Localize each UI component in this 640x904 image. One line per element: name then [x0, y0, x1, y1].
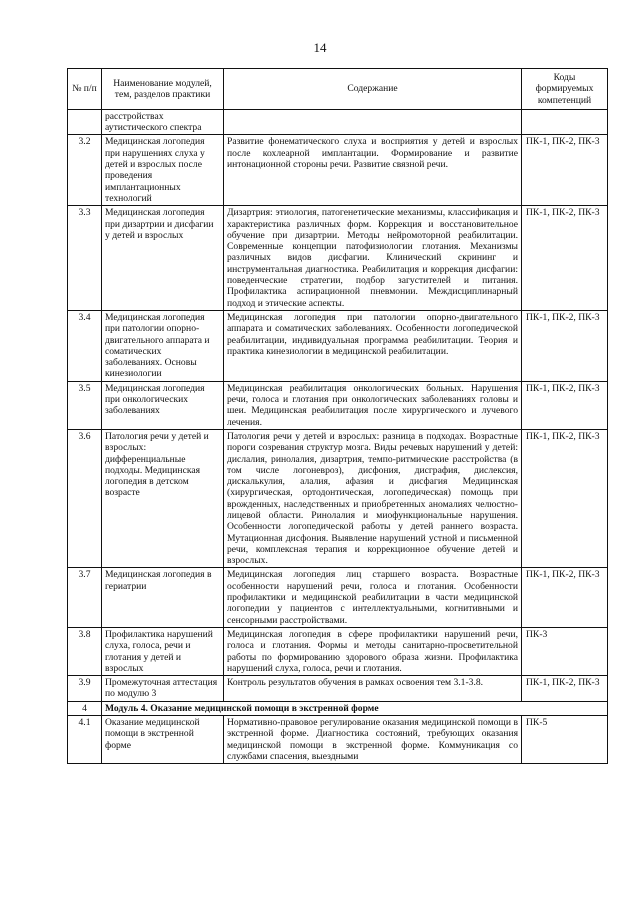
table-row [68, 716, 608, 764]
row-codes: ПК-1, ПК-2, ПК-3 [522, 206, 608, 311]
row-name: Медицинская логопедия при онкологических заболеваниях [102, 381, 224, 429]
table-header-row [68, 69, 608, 110]
header-content: Содержание [224, 69, 522, 110]
row-content: Медицинская реабилитация онкологических больных. Нарушения речи, голоса и глотания при онкологических заболеваниях головы и шеи. Медицинская реабилитация после хирургического и лучевого лечения. [224, 381, 522, 429]
row-content: Медицинская логопедия в сфере профилактики нарушений речи, голоса и глотания. Формы и методы санитарно-просветительной работы по формированию здорового образа жизни. Профилактика нарушений слуха, голоса, речи и глотания. [224, 627, 522, 675]
header-name: Наименование модулей, тем, разделов практики [102, 69, 224, 110]
row-codes: ПК-1, ПК-2, ПК-3 [522, 381, 608, 429]
page-number: 14 [313, 40, 327, 55]
row-name: расстройствах аутистического спектра [102, 109, 224, 135]
row-codes: ПК-1, ПК-2, ПК-3 [522, 568, 608, 627]
row-number: 4.1 [68, 716, 102, 764]
module-title: Модуль 4. Оказание медицинской помощи в экстренной форме [102, 701, 608, 715]
table-row [68, 627, 608, 675]
row-number: 3.3 [68, 206, 102, 311]
row-codes: ПК-1, ПК-2, ПК-3 [522, 135, 608, 206]
row-content: Патология речи у детей и взрослых: разница в подходах. Возрастные пороги созревания структур мозга. Виды речевых нарушений у детей: дислалия, ринолалия, дизартрия, темпо-ритмические расстройства (в том числе логоневроз), дисфония, дисграфия, дислексия, дискалькулия, алалия, афазия и дисфагия Медицинская (хирургическая, ортодонтическая, логопедическая) помощь при врожденных, наследственных и приобретенных аномалиях челюстно-лицевой области. Ринолалия и миофункциональные нарушения. Особенности логопедической работы у детей раннего возраста. Мутационная дисфония. Выявление нарушений устной и письменной речи, комплексная терапия и коррекционное обучение детей и взрослых. [224, 429, 522, 568]
table-row [68, 109, 608, 135]
row-number: 3.7 [68, 568, 102, 627]
row-name: Медицинская логопедия при дизартрии и дисфагии у детей и взрослых [102, 206, 224, 311]
row-number: 3.5 [68, 381, 102, 429]
row-number [68, 109, 102, 135]
header-num: № п/п [68, 69, 102, 110]
practice-modules-table [67, 68, 608, 764]
row-content: Нормативно-правовое регулирование оказания медицинской помощи в экстренной форме. Диагностика состояний, требующих оказания медицинской помощи в экстренной форме. Коммуникация со службами спасения, выездными [224, 716, 522, 764]
module-number: 4 [68, 701, 102, 715]
row-name: Медицинская логопедия при патологии опорно-двигательного аппарата и соматических заболеваниях. Основы кинезиологии [102, 310, 224, 381]
row-codes: ПК-3 [522, 627, 608, 675]
table-row [68, 381, 608, 429]
table-row [68, 206, 608, 311]
row-name: Профилактика нарушений слуха, голоса, речи и глотания у детей и взрослых [102, 627, 224, 675]
row-name: Медицинская логопедия в гериатрии [102, 568, 224, 627]
row-number: 3.6 [68, 429, 102, 568]
row-name: Промежуточная аттестация по модулю 3 [102, 676, 224, 702]
header-codes: Коды формируемых компетенций [522, 69, 608, 110]
row-content: Медицинская логопедия лиц старшего возраста. Возрастные особенности нарушений речи, голоса и глотания. Особенности профилактики и медицинской реабилитации в части медицинской логопедии у пациентов с интеллектуальными, когнитивными и сенсорными расстройствами. [224, 568, 522, 627]
table-row [68, 310, 608, 381]
row-number: 3.9 [68, 676, 102, 702]
table-row [68, 135, 608, 206]
table-row [68, 676, 608, 702]
row-content: Развитие фонематического слуха и восприятия у детей и взрослых после кохлеарной имплантации. Формирование и развитие интонационной стороны речи. Развитие связной речи. [224, 135, 522, 206]
row-number: 3.2 [68, 135, 102, 206]
row-name: Медицинская логопедия при нарушениях слуха у детей и взрослых после проведения имплантационных технологий [102, 135, 224, 206]
row-content: Дизартрия: этиология, патогенетические механизмы, классификация и характеристика различных форм. Коррекция и восстановительное обучение при дизартрии. Методы нейромоторной реабилитации. Современные концепции патофизиологии глотания. Механизмы различных видов дисфагии. Клинический скрининг и инструментальная диагностика. Реабилитация и коррекция дисфагии: поведенческие стратегии, подбор загустителей и питания. Профилактика аспирационной пневмонии. Междисциплинарный подход и этические аспекты. [224, 206, 522, 311]
row-content [224, 109, 522, 135]
row-name: Оказание медицинской помощи в экстренной форме [102, 716, 224, 764]
row-content: Контроль результатов обучения в рамках освоения тем 3.1-3.8. [224, 676, 522, 702]
table-row [68, 429, 608, 568]
row-number: 3.4 [68, 310, 102, 381]
table-row [68, 568, 608, 627]
row-codes: ПК-5 [522, 716, 608, 764]
row-codes: ПК-1, ПК-2, ПК-3 [522, 429, 608, 568]
row-number: 3.8 [68, 627, 102, 675]
row-codes: ПК-1, ПК-2, ПК-3 [522, 676, 608, 702]
row-name: Патология речи у детей и взрослых: дифференциальные подходы. Медицинская логопедия в детском возрасте [102, 429, 224, 568]
module-heading-row [68, 701, 608, 715]
row-content: Медицинская логопедия при патологии опорно-двигательного аппарата и соматических заболеваниях. Особенности логопедической реабилитации, индивидуальная программа реабилитации. Теория и практика кинезиологии в медицинской реабилитации. [224, 310, 522, 381]
row-codes [522, 109, 608, 135]
row-codes: ПК-1, ПК-2, ПК-3 [522, 310, 608, 381]
